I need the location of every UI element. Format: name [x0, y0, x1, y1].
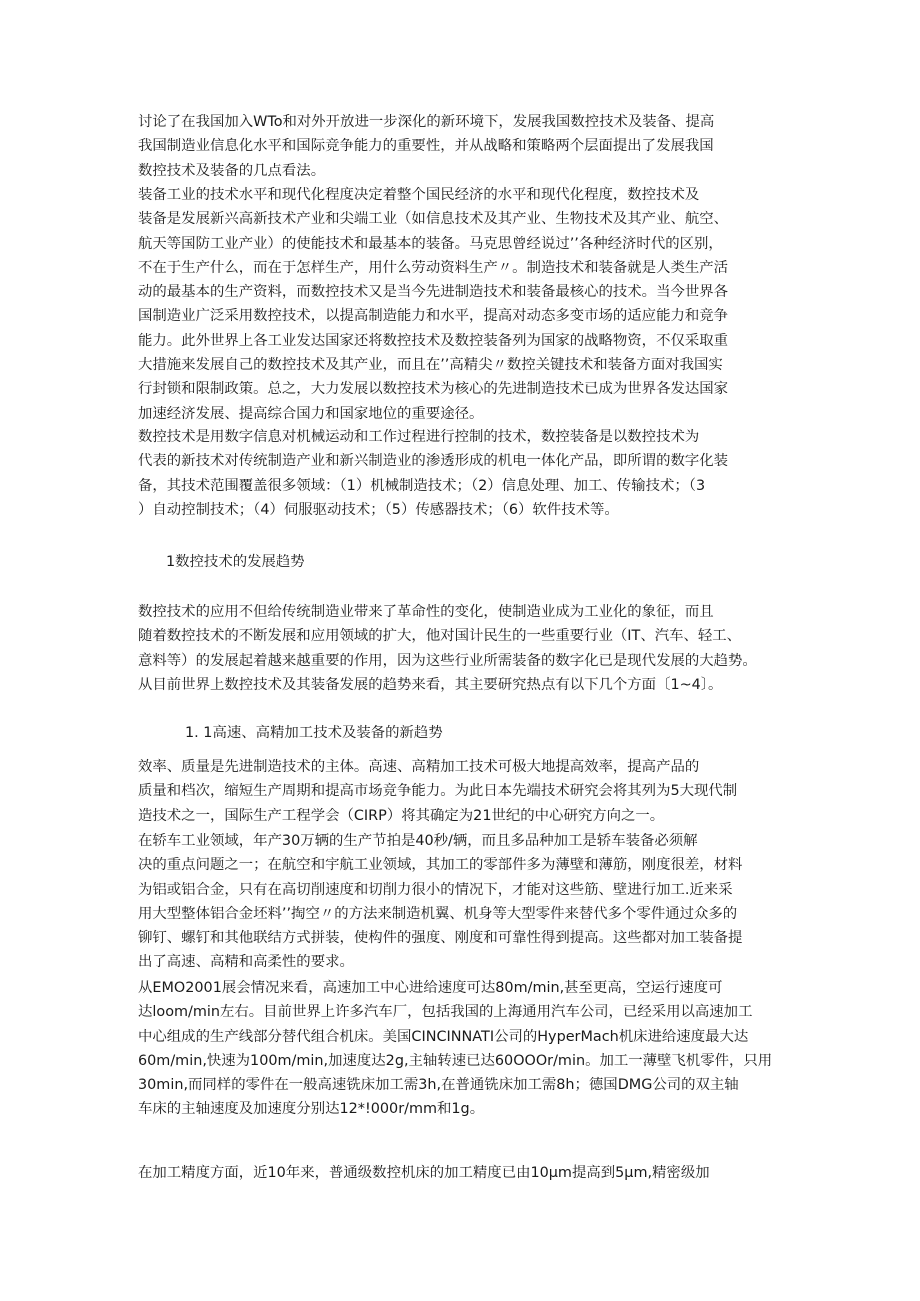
paragraph-automotive: 在轿车工业领域，年产30万辆的生产节拍是40秒/辆，而且多品种加工是轿车装备必须解 决的重点问题之一；在航空和宇航工业领域，其加工的零部件多为薄壁和薄筋，刚度很差，材料 为铝或铝合金，只有在高切削速度和切削力很小的情况下，才能对这些筋、壁进行加工.近来采 用大型整体铝合金坯料’’掏空〃的方法来制造机翼、机身等大型零件来替代多个零件通过众多的 铆钉、螺钉和其他联结方式拼装，使构件的强度、刚度和可靠性得到提高。这些都对加工装备提 出了高速、高精和高柔性的要求。 — [138, 833, 743, 971]
paragraph-equipment: 装备工业的技术水平和现代化程度决定着整个国民经济的水平和现代化程度，数控技术及 装备是发展新兴高新技术产业和尖端工业（如信息技术及其产业、生物技术及其产业、航空、 航天等国防工业产业）的使能技术和最基本的装备。马克思曾经说过’’各种经济时代的区别， 不在于生产什么，而在于怎样生产，用什么劳动资料生产〃。制造技术和装备就是人类生产活 动的最基本的生产资料，而数控技术又是当今先进制造技术和装备最核心的技术。当今世界各 国制造业广泛采用数控技术，以提高制造能力和水平，提高对动态多变市场的适应能力和竞争 能力。此外世界上各工业发达国家还将数控技术及数控装备列为国家的战略物资，不仅采取重 大措施来发展自己的数控技术及其产业，而且在’’高精尖〃数控关键技术和装备方面对我国实 行封锁和限制政策。总之，大力发展以数控技术为核心的先进制造技术已成为世界各发达国家 加速经济发展、提高综合国力和国家地位的重要途径。 — [138, 187, 729, 422]
section-heading-1: 1数控技术的发展趋势 — [166, 554, 305, 570]
paragraph-intro: 讨论了在我国加入WTo和对外开放进一步深化的新环境下，发展我国数控技术及装备、提高 我国制造业信息化水平和国际竞争能力的重要性，并从战略和策略两个层面提出了发展我国 数控技术及装备的几点看法。 — [138, 114, 715, 179]
paragraph-precision: 在加工精度方面，近10年来，普通级数控机床的加工精度已由10μm提高到5μm,精密级加 — [138, 1165, 710, 1181]
paragraph-efficiency: 效率、质量是先进制造技术的主体。高速、高精加工技术可极大地提高效率，提高产品的 质量和档次，缩短生产周期和提高市场竞争能力。为此日本先端技术研究会将其列为5大现代制 造技术之一，国际生产工程学会（CIRP）将其确定为21世纪的中心研究方向之一。 — [138, 759, 738, 824]
paragraph-definition: 数控技术是用数字信息对机械运动和工作过程进行控制的技术，数控装备是以数控技术为 代表的新技术对传统制造产业和新兴制造业的渗透形成的机电一体化产品，即所谓的数字化装 备，其技术范围覆盖很多领域：（1）机械制造技术；（2）信息处理、加工、传输技术；（3 ）自动控制技术；（4）伺服驱动技术；（5）传感器技术；（6）软件技术等。 — [138, 429, 729, 518]
section-heading-1-1: 1. 1高速、高精加工技术及装备的新趋势 — [185, 725, 443, 741]
paragraph-emo2001: 从EMO2001展会情况来看，高速加工中心进给速度可达80m∕min,甚至更高，空运行速度可 达loom∕min左右。目前世界上许多汽车厂，包括我国的上海通用汽车公司，已经采用以高速加工 中心组成的生产线部分替代组合机床。美国CINCINNATI公司的HyperMach机床进给速度最大达 60m∕min,快速为100m∕min,加速度达2g,主轴转速已达60OOOr/min。加工一薄壁飞机零件，只用 30min,而同样的零件在一般高速铣床加工需3h,在普通铣床加工需8h；德国DMG公司的双主轴 车床的主轴速度及加速度分别达12*!000r∕mm和1g。 — [138, 980, 773, 1118]
paragraph-trend-intro: 数控技术的应用不但给传统制造业带来了革命性的变化，使制造业成为工业化的象征，而且 随着数控技术的不断发展和应用领域的扩大，他对国计民生的一些重要行业（IT、汽车、轻工、 意料等）的发展起着越来越重要的作用，因为这些行业所需装备的数字化已是现代发展的大趋势。 从目前世界上数控技术及其装备发展的趋势来看，其主要研究热点有以下几个方面〔1~4〕。 — [138, 604, 757, 693]
